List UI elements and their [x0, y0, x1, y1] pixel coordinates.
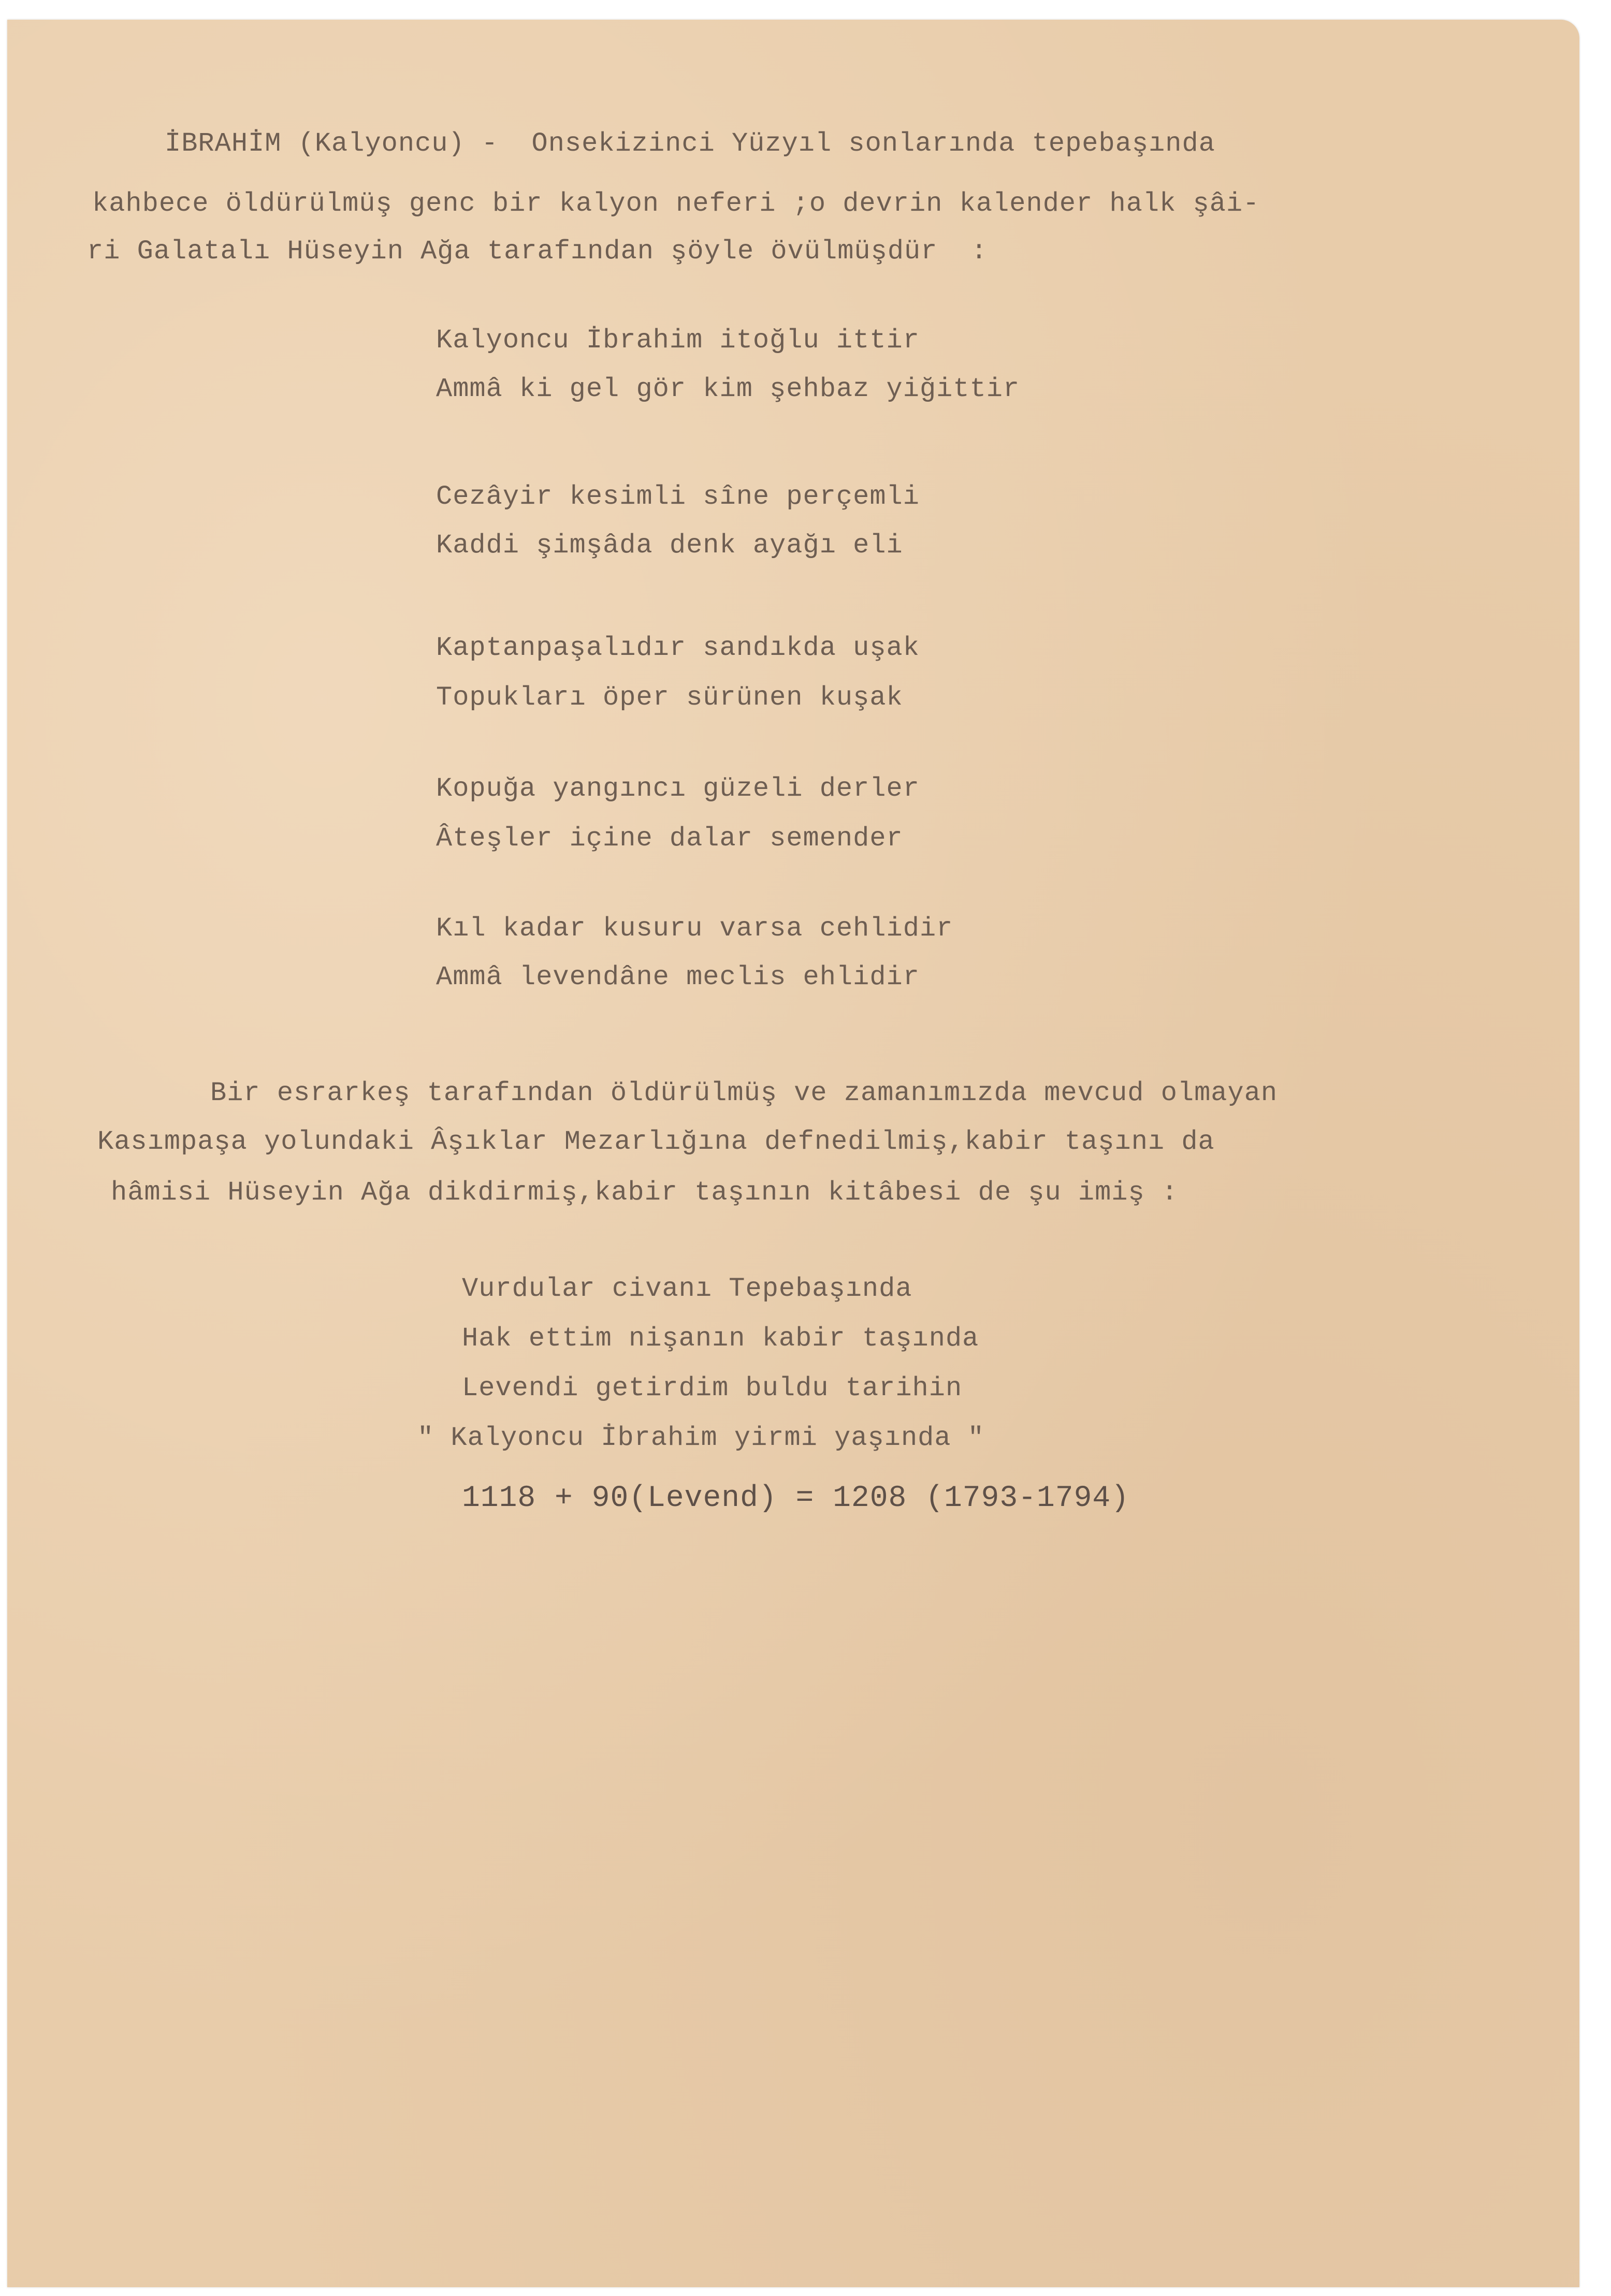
- intro-line-1: İBRAHİM (Kalyoncu) - Onsekizinci Yüzyıl sonlarında tepebaşında: [165, 128, 1215, 159]
- poem-line-5: Kaptanpaşalıdır sandıkda uşak: [436, 633, 920, 663]
- poem-line-4: Kaddi şimşâda denk ayağı eli: [436, 530, 903, 561]
- epitaph-line-2: Hak ettim nişanın kabir taşında: [462, 1323, 979, 1354]
- poem-line-8: Âteşler içine dalar semender: [436, 823, 903, 854]
- epitaph-line-3: Levendi getirdim buldu tarihin: [462, 1373, 963, 1403]
- poem-line-1: Kalyoncu İbrahim itoğlu ittir: [436, 325, 920, 356]
- body-line-3: hâmisi Hüseyin Ağa dikdirmiş,kabir taşının kitâbesi de şu imiş :: [111, 1177, 1179, 1208]
- poem-line-10: Ammâ levendâne meclis ehlidir: [436, 962, 920, 992]
- poem-line-9: Kıl kadar kusuru varsa cehlidir: [436, 913, 953, 944]
- intro-line-3: ri Galatalı Hüseyin Ağa tarafından şöyle övülmüşdür :: [87, 236, 988, 267]
- body-line-1: Bir esrarkeş tarafından öldürülmüş ve zamanımızda mevcud olmayan: [210, 1078, 1278, 1108]
- intro-line-2: kahbece öldürülmüş genc bir kalyon neferi ;o devrin kalender halk şâi-: [92, 188, 1260, 219]
- poem-line-7: Kopuğa yangıncı güzeli derler: [436, 773, 920, 804]
- poem-line-3: Cezâyir kesimli sîne perçemli: [436, 481, 920, 512]
- body-line-2: Kasımpaşa yolundaki Âşıklar Mezarlığına defnedilmiş,kabir taşını da: [97, 1127, 1215, 1157]
- epitaph-line-1: Vurdular civanı Tepebaşında: [462, 1274, 912, 1304]
- poem-line-2: Ammâ ki gel gör kim şehbaz yiğittir: [436, 374, 1020, 404]
- date-formula: 1118 + 90(Levend) = 1208 (1793-1794): [462, 1482, 1130, 1515]
- epitaph-line-4: " Kalyoncu İbrahim yirmi yaşında ": [417, 1423, 984, 1453]
- poem-line-6: Topukları öper sürünen kuşak: [436, 682, 903, 713]
